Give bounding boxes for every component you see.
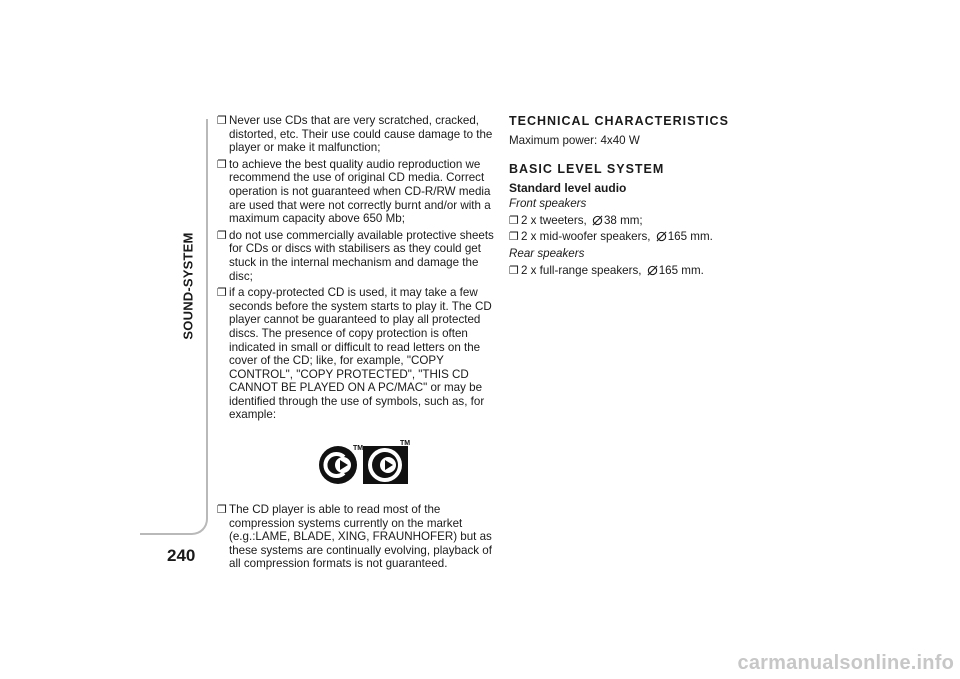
list-item: ❐ 2 x mid-woofer speakers, 165 mm. [509, 230, 713, 244]
section-side-tab: SOUND-SYSTEM [180, 232, 196, 340]
technical-characteristics-heading: TECHNICAL CHARACTERISTICS [509, 114, 729, 128]
list-item: ❐ 2 x tweeters, 38 mm; [509, 213, 643, 227]
list-item: ❐ if a copy-protected CD is used, it may take a few seconds before the system starts to play it. The CD player cannot be guaranteed to play all protected discs. The presence of copy protection is often indicated in small or difficult to read letters on the cover of the CD; like, for example, "COPY CONTROL", "COPY PROTECTED", "THIS CD CANNOT BE PLAYED ON A PC/MAC" or may be identified through the use of symbols, such as, for example: [217, 286, 492, 422]
diameter-icon [647, 265, 658, 276]
checkbox-bullet-icon: ❐ [217, 229, 227, 242]
trademark-mark: TM [399, 440, 410, 448]
copy-protection-symbol-icon [314, 437, 414, 487]
left-column [217, 114, 498, 574]
list-item: ❐ 2 x full-range speakers, 165 mm. [509, 263, 704, 277]
front-speakers-label: Front speakers [509, 197, 587, 211]
list-item: ❐ The CD player is able to read most of the compression systems currently on the market (e.g.:LAME, BLADE, XING, FRAUNHOFER) but as these systems are continually evolving, playback of all compression formats is not guaranteed. [217, 503, 492, 571]
list-item: ❐ Never use CDs that are very scratched, cracked, distorted, etc. Their use could cause damage to the player or make it malfunction; [217, 114, 493, 155]
copy-protection-logos [217, 437, 498, 487]
page-number: 240 [167, 546, 196, 565]
watermark: carmanualsonline.info [737, 652, 954, 674]
standard-audio-heading: Standard level audio [509, 180, 627, 195]
diameter-icon [592, 215, 603, 226]
right-column [509, 114, 759, 280]
checkbox-bullet-icon: ❐ [217, 158, 227, 171]
diameter-icon [656, 231, 667, 242]
rear-speakers-label: Rear speakers [509, 246, 585, 260]
checkbox-bullet-icon: ❐ [509, 214, 519, 227]
page-frame [140, 119, 208, 535]
checkbox-bullet-icon: ❐ [217, 504, 227, 517]
checkbox-bullet-icon: ❐ [217, 115, 227, 127]
max-power-text: Maximum power: 4x40 W [509, 134, 640, 147]
trademark-mark: TM [352, 445, 363, 453]
checkbox-bullet-icon: ❐ [509, 264, 519, 277]
basic-level-heading: BASIC LEVEL SYSTEM [509, 161, 665, 176]
checkbox-bullet-icon: ❐ [217, 287, 227, 300]
checkbox-bullet-icon: ❐ [509, 231, 519, 244]
list-item: ❐ to achieve the best quality audio reproduction we recommend the use of original CD media. Correct operation is not guaranteed when CD-R/RW media are used that were not correctly burnt and/or with a maximum capacity above 650 Mb; [217, 157, 491, 226]
list-item: ❐ do not use commercially available protective sheets for CDs or discs with stabilisers as they could get stuck in the internal mechanism and damage the disc; [217, 228, 494, 283]
